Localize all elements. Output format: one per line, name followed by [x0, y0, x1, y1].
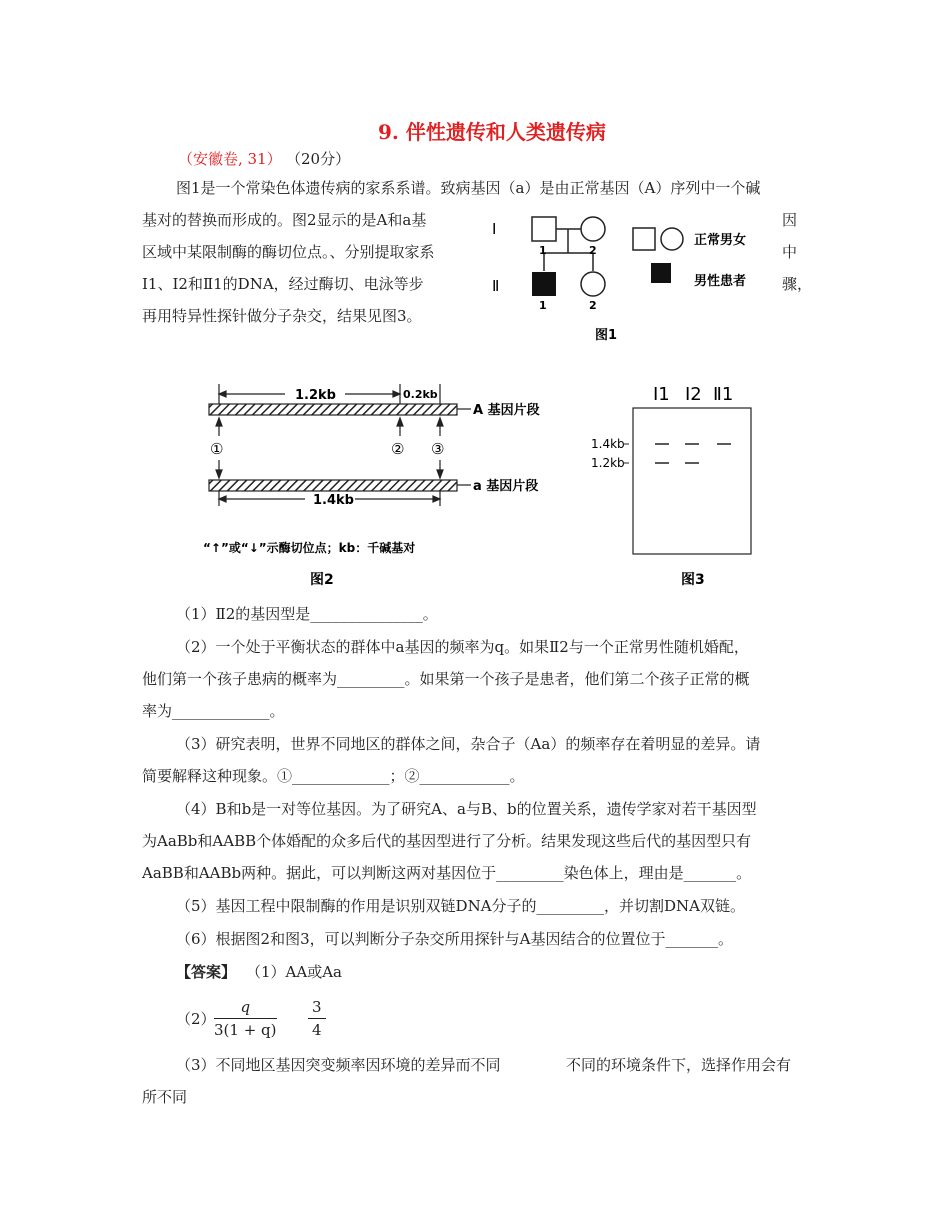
question-1: （1）Ⅱ2的基因型是_______________。 [176, 605, 438, 623]
a-gene-label: a 基因片段 [473, 479, 539, 494]
answer-2-fraction-2 [308, 998, 326, 1039]
legend-patient-label: 男性患者 [694, 274, 747, 289]
fraction-2-denominator: 4 [312, 1021, 322, 1039]
intro-line-4: Ⅰ1、Ⅰ2和Ⅱ1的DNA，经过酶切、电泳等步 [142, 275, 424, 293]
legend-patient-symbol [651, 263, 671, 283]
intro-line-5: 再用特异性探针做分子杂交，结果见图3。 [142, 307, 422, 325]
question-2-line-2: 他们第一个孩子患病的概率为_________。如果第一个孩子是患者，他们第二个孩子正常的概 [142, 670, 750, 688]
intro-line-2-tail: 因 [782, 211, 798, 229]
fraction-2-numerator: 3 [308, 998, 326, 1019]
fraction-1-numerator: q [214, 998, 277, 1019]
figure3-caption: 图3 [681, 572, 705, 588]
lane-i1-label: Ⅰ1 [653, 384, 670, 405]
gel-frame [633, 408, 751, 554]
intro-line-3: 区域中某限制酶的酶切位点。、分别提取家系 [142, 243, 435, 261]
question-3-line-1: （3）研究表明，世界不同地区的群体之间，杂合子（Aa）的频率存在着明显的差异。请 [176, 735, 761, 753]
figure1-caption: 图1 [595, 328, 618, 343]
answer-2-fraction-1 [214, 998, 277, 1039]
figure2-caption: 图2 [310, 572, 334, 588]
pedigree-i1-normal-male [532, 217, 556, 241]
answer-3-part-3: 所不同 [142, 1088, 188, 1106]
legend-normal-label: 正常男女 [694, 233, 747, 248]
question-4-line-1: （4）B和b是一对等位基因。为了研究A、a与B、b的位置关系，遗传学家对若干基因型 [176, 800, 757, 818]
intro-line-1: 图1是一个常染色体遗传病的家系系谱。致病基因（a）是由正常基因（A）序列中一个碱 [176, 179, 761, 197]
question-5: （5）基因工程中限制酶的作用是识别双链DNA分子的_________，并切割DNA双链。 [176, 897, 746, 915]
question-source: （安徽卷, 31） [178, 150, 282, 168]
question-4-line-2: 为AaBb和AABB个体婚配的众多后代的基因型进行了分析。结果发现这些后代的基因型只有 [142, 832, 752, 850]
fraction-1-denominator: 3(1 + q) [214, 1021, 277, 1039]
cut-site-1: ① [210, 440, 224, 458]
legend-normal-female-symbol [661, 228, 683, 250]
answer-2-prefix: （2） [176, 1010, 216, 1028]
cut-site-note: “↑”或“↓”示酶切位点；kb：千碱基对 [203, 541, 416, 555]
cut-site-3: ③ [431, 440, 445, 458]
ii2-number: 2 [589, 299, 597, 312]
length-0-2kb-label: 0.2kb [403, 388, 438, 401]
pedigree-ii2-normal-female [581, 272, 605, 296]
a-gene-bar [209, 480, 457, 491]
band-1-4kb-label: 1.4kb [591, 437, 625, 451]
lane-ii1-label: Ⅱ1 [713, 384, 734, 405]
generation-i-label: Ⅰ [492, 220, 497, 238]
answer-3-part-2: 不同的环境条件下，选择作用会有 [566, 1056, 792, 1074]
gene-fragment-figure [195, 378, 555, 590]
cut-site-2: ② [391, 440, 405, 458]
question-points: （20分） [286, 150, 351, 168]
pedigree-figure [480, 205, 780, 345]
question-3-line-2: 简要解释这种现象。①_____________；②____________。 [142, 767, 525, 785]
intro-line-4-tail: 骤， [782, 275, 813, 293]
answer-3-part-1: （3）不同地区基因突变频率因环境的差异而不同 [176, 1056, 501, 1074]
band-1-2kb-label: 1.2kb [591, 456, 625, 470]
hybridization-gel-figure [585, 378, 765, 590]
intro-line-3-tail: 中 [782, 243, 798, 261]
A-gene-label: A 基因片段 [473, 403, 540, 418]
question-2-line-3: 率为_____________。 [142, 702, 285, 720]
pedigree-ii1-affected-male [532, 272, 556, 296]
intro-line-2: 基对的替换而形成的。图2显示的是A和a基 [142, 211, 427, 229]
pedigree-i2-normal-female [581, 217, 605, 241]
question-2-line-1: （2）一个处于平衡状态的群体中a基因的频率为q。如果Ⅱ2与一个正常男性随机婚配， [176, 638, 749, 656]
generation-ii-label: Ⅱ [492, 277, 500, 295]
question-6: （6）根据图2和图3，可以判断分子杂交所用探针与A基因结合的位置位于_______。 [176, 930, 733, 948]
page-title: 9. 伴性遗传和人类遗传病 [378, 120, 606, 144]
A-gene-bar [209, 404, 457, 415]
answer-label: 【答案】 [176, 963, 237, 981]
ii1-number: 1 [539, 299, 547, 312]
length-1-2kb-label: 1.2kb [295, 388, 336, 403]
i2-number: 2 [589, 244, 597, 257]
answer-1: （1）AA或Aa [246, 963, 342, 981]
lane-i2-label: Ⅰ2 [685, 384, 702, 405]
i1-number: 1 [539, 244, 547, 257]
length-1-4kb-label: 1.4kb [313, 493, 354, 508]
legend-normal-male-symbol [633, 228, 655, 250]
question-4-line-3: AaBB和AABb两种。据此，可以判断这两对基因位于_________染色体上，理由是_______。 [142, 864, 752, 882]
